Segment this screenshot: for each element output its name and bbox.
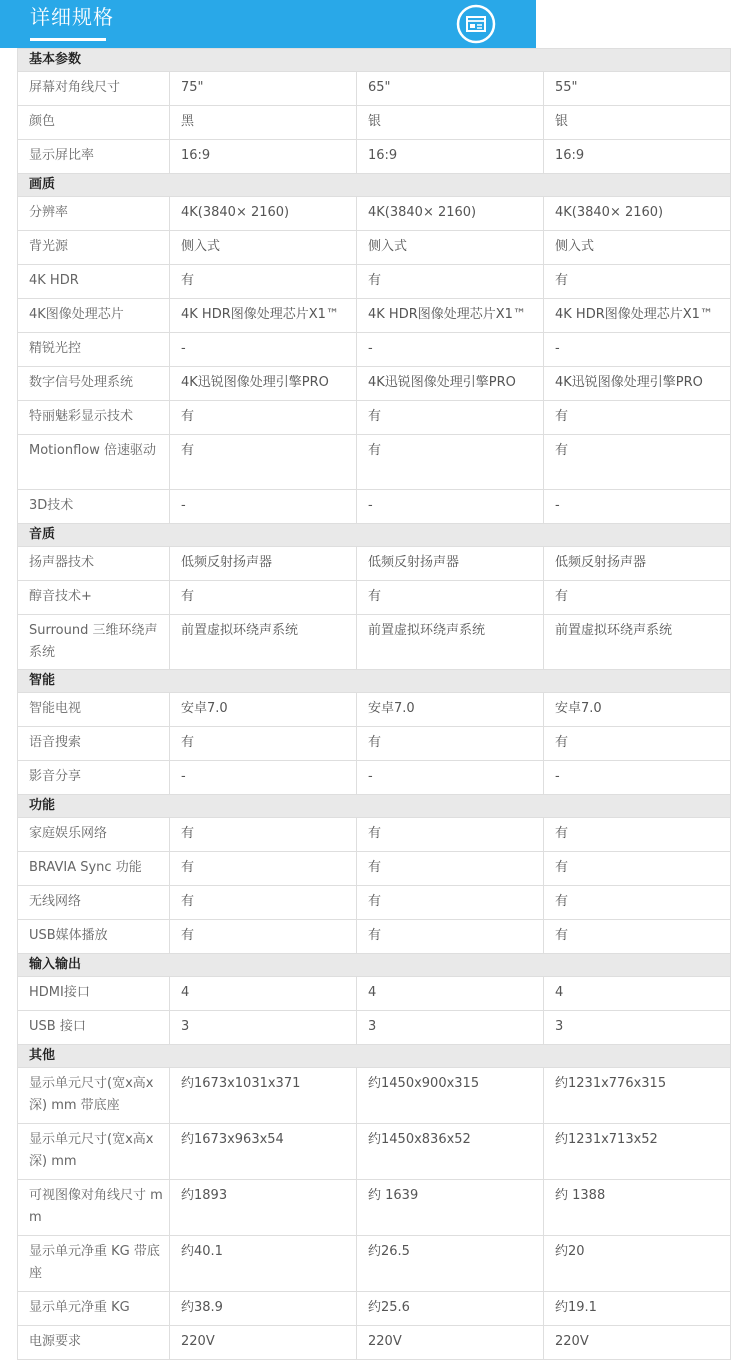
spec-value: 3 <box>357 1011 544 1045</box>
table-row <box>18 615 731 670</box>
table-row <box>18 852 731 886</box>
section-header <box>18 174 731 197</box>
spec-label: 显示单元净重 KG <box>18 1292 170 1326</box>
spec-value: 有 <box>544 886 731 920</box>
spec-value: 银 <box>544 106 731 140</box>
spec-label: 无线网络 <box>18 886 170 920</box>
spec-value: - <box>357 490 544 524</box>
spec-value: 有 <box>357 920 544 954</box>
table-row <box>18 693 731 727</box>
spec-value: 220V <box>357 1326 544 1360</box>
table-row <box>18 1326 731 1360</box>
table-row <box>18 367 731 401</box>
spec-value: 有 <box>357 886 544 920</box>
spec-value: 约1673x963x54 <box>170 1124 357 1180</box>
spec-value: 有 <box>170 727 357 761</box>
table-row <box>18 1292 731 1326</box>
spec-value: 前置虚拟环绕声系统 <box>544 615 731 670</box>
spec-label: 分辨率 <box>18 197 170 231</box>
spec-value: 有 <box>357 727 544 761</box>
spec-value: 低频反射扬声器 <box>544 547 731 581</box>
spec-value: 4 <box>544 977 731 1011</box>
spec-label: USB媒体播放 <box>18 920 170 954</box>
spec-value: 有 <box>170 852 357 886</box>
spec-label: 显示单元净重 KG 带底座 <box>18 1236 170 1292</box>
spec-value: 约19.1 <box>544 1292 731 1326</box>
spec-label: 显示单元尺寸(宽x高x深) mm <box>18 1124 170 1180</box>
section-title: 其他 <box>18 1045 731 1068</box>
spec-label: 显示单元尺寸(宽x高x深) mm 带底座 <box>18 1068 170 1124</box>
spec-label: 影音分享 <box>18 761 170 795</box>
table-row <box>18 401 731 435</box>
spec-value: 有 <box>357 265 544 299</box>
spec-value: 4K HDR图像处理芯片X1™ <box>357 299 544 333</box>
spec-value: 16:9 <box>357 140 544 174</box>
spec-label: Motionflow 倍速驱动 <box>18 435 170 490</box>
spec-value: 75" <box>170 72 357 106</box>
spec-value: - <box>170 761 357 795</box>
spec-value: 约26.5 <box>357 1236 544 1292</box>
spec-value: 3 <box>170 1011 357 1045</box>
spec-value: 有 <box>170 818 357 852</box>
spec-value: - <box>357 761 544 795</box>
section-title: 音质 <box>18 524 731 547</box>
spec-value: 220V <box>170 1326 357 1360</box>
table-row <box>18 761 731 795</box>
spec-value: 4 <box>170 977 357 1011</box>
table-row <box>18 197 731 231</box>
table-row <box>18 265 731 299</box>
spec-label: 扬声器技术 <box>18 547 170 581</box>
spec-value: 低频反射扬声器 <box>170 547 357 581</box>
spec-value: 有 <box>170 886 357 920</box>
spec-value: 有 <box>170 920 357 954</box>
spec-value: 前置虚拟环绕声系统 <box>357 615 544 670</box>
table-row <box>18 299 731 333</box>
spec-value: 有 <box>544 920 731 954</box>
spec-value: 有 <box>170 265 357 299</box>
table-row <box>18 1124 731 1180</box>
section-title: 输入输出 <box>18 954 731 977</box>
section-header <box>18 795 731 818</box>
spec-value: 有 <box>544 265 731 299</box>
table-row <box>18 727 731 761</box>
spec-value: 安卓7.0 <box>357 693 544 727</box>
spec-value: 4K HDR图像处理芯片X1™ <box>544 299 731 333</box>
spec-value: 有 <box>357 818 544 852</box>
spec-value: 有 <box>544 727 731 761</box>
spec-value: 4K迅锐图像处理引擎PRO <box>357 367 544 401</box>
spec-value: 约1450x836x52 <box>357 1124 544 1180</box>
section-header <box>18 49 731 72</box>
spec-value: 约1673x1031x371 <box>170 1068 357 1124</box>
spec-value: - <box>544 333 731 367</box>
spec-value: 约 1388 <box>544 1180 731 1236</box>
table-row <box>18 1180 731 1236</box>
spec-value: 4K(3840× 2160) <box>170 197 357 231</box>
spec-value: 约1893 <box>170 1180 357 1236</box>
spec-label: BRAVIA Sync 功能 <box>18 852 170 886</box>
spec-label: 醇音技术+ <box>18 581 170 615</box>
table-row <box>18 231 731 265</box>
spec-value: 约38.9 <box>170 1292 357 1326</box>
table-row <box>18 1236 731 1292</box>
table-row <box>18 140 731 174</box>
spec-label: 4K图像处理芯片 <box>18 299 170 333</box>
spec-value: 有 <box>357 581 544 615</box>
spec-label: 屏幕对角线尺寸 <box>18 72 170 106</box>
spec-value: 有 <box>170 401 357 435</box>
table-row <box>18 72 731 106</box>
section-title: 画质 <box>18 174 731 197</box>
spec-label: Surround 三维环绕声系统 <box>18 615 170 670</box>
spec-value: 有 <box>170 435 357 490</box>
document-icon <box>456 4 496 44</box>
spec-value: 有 <box>357 401 544 435</box>
spec-value: 安卓7.0 <box>170 693 357 727</box>
spec-value: 4K迅锐图像处理引擎PRO <box>544 367 731 401</box>
spec-value: 4K HDR图像处理芯片X1™ <box>170 299 357 333</box>
table-row <box>18 1068 731 1124</box>
table-row <box>18 333 731 367</box>
spec-label: USB 接口 <box>18 1011 170 1045</box>
spec-value: 约25.6 <box>357 1292 544 1326</box>
spec-value: 有 <box>544 435 731 490</box>
header-bar <box>0 0 536 48</box>
spec-value: 银 <box>357 106 544 140</box>
spec-value: 有 <box>357 435 544 490</box>
table-row <box>18 886 731 920</box>
spec-value: 侧入式 <box>357 231 544 265</box>
title-underline <box>30 38 106 41</box>
spec-value: 55" <box>544 72 731 106</box>
spec-value: 220V <box>544 1326 731 1360</box>
table-row <box>18 977 731 1011</box>
spec-value: 约1231x776x315 <box>544 1068 731 1124</box>
spec-label: 3D技术 <box>18 490 170 524</box>
spec-label: 电源要求 <box>18 1326 170 1360</box>
spec-label: 特丽魅彩显示技术 <box>18 401 170 435</box>
section-title: 基本参数 <box>18 49 731 72</box>
spec-value: 侧入式 <box>170 231 357 265</box>
spec-value: 有 <box>357 852 544 886</box>
spec-label: 家庭娱乐网络 <box>18 818 170 852</box>
spec-value: 16:9 <box>170 140 357 174</box>
section-header <box>18 954 731 977</box>
table-row <box>18 920 731 954</box>
spec-value: 低频反射扬声器 <box>357 547 544 581</box>
section-header <box>18 670 731 693</box>
spec-label: 显示屏比率 <box>18 140 170 174</box>
spec-value: 约40.1 <box>170 1236 357 1292</box>
table-row <box>18 490 731 524</box>
spec-label: 精锐光控 <box>18 333 170 367</box>
spec-value: 侧入式 <box>544 231 731 265</box>
spec-value: 前置虚拟环绕声系统 <box>170 615 357 670</box>
spec-value: 有 <box>544 818 731 852</box>
spec-value: 约1450x900x315 <box>357 1068 544 1124</box>
spec-value: - <box>170 333 357 367</box>
table-row <box>18 581 731 615</box>
spec-value: 有 <box>170 581 357 615</box>
spec-value: 约 1639 <box>357 1180 544 1236</box>
spec-value: - <box>357 333 544 367</box>
spec-label: 智能电视 <box>18 693 170 727</box>
spec-value: 3 <box>544 1011 731 1045</box>
section-title: 功能 <box>18 795 731 818</box>
section-header <box>18 524 731 547</box>
table-row <box>18 435 731 490</box>
spec-value: 4K迅锐图像处理引擎PRO <box>170 367 357 401</box>
spec-value: 有 <box>544 581 731 615</box>
spec-value: 4K(3840× 2160) <box>357 197 544 231</box>
spec-value: 安卓7.0 <box>544 693 731 727</box>
spec-value: 16:9 <box>544 140 731 174</box>
section-header <box>18 1045 731 1068</box>
spec-value: 有 <box>544 852 731 886</box>
spec-label: 颜色 <box>18 106 170 140</box>
spec-label: HDMI接口 <box>18 977 170 1011</box>
section-title: 智能 <box>18 670 731 693</box>
table-row <box>18 547 731 581</box>
spec-label: 背光源 <box>18 231 170 265</box>
table-row <box>18 106 731 140</box>
spec-value: 约1231x713x52 <box>544 1124 731 1180</box>
spec-label: 可视图像对角线尺寸 mm <box>18 1180 170 1236</box>
table-row <box>18 818 731 852</box>
spec-value: 约20 <box>544 1236 731 1292</box>
spec-value: 65" <box>357 72 544 106</box>
spec-label: 数字信号处理系统 <box>18 367 170 401</box>
spec-value: 有 <box>544 401 731 435</box>
table-row <box>18 1011 731 1045</box>
page-title: 详细规格 <box>30 5 114 29</box>
spec-value: - <box>544 761 731 795</box>
spec-table <box>17 48 731 1360</box>
spec-label: 语音搜索 <box>18 727 170 761</box>
spec-value: - <box>544 490 731 524</box>
spec-value: 4 <box>357 977 544 1011</box>
spec-value: - <box>170 490 357 524</box>
spec-value: 4K(3840× 2160) <box>544 197 731 231</box>
spec-value: 黑 <box>170 106 357 140</box>
spec-label: 4K HDR <box>18 265 170 299</box>
